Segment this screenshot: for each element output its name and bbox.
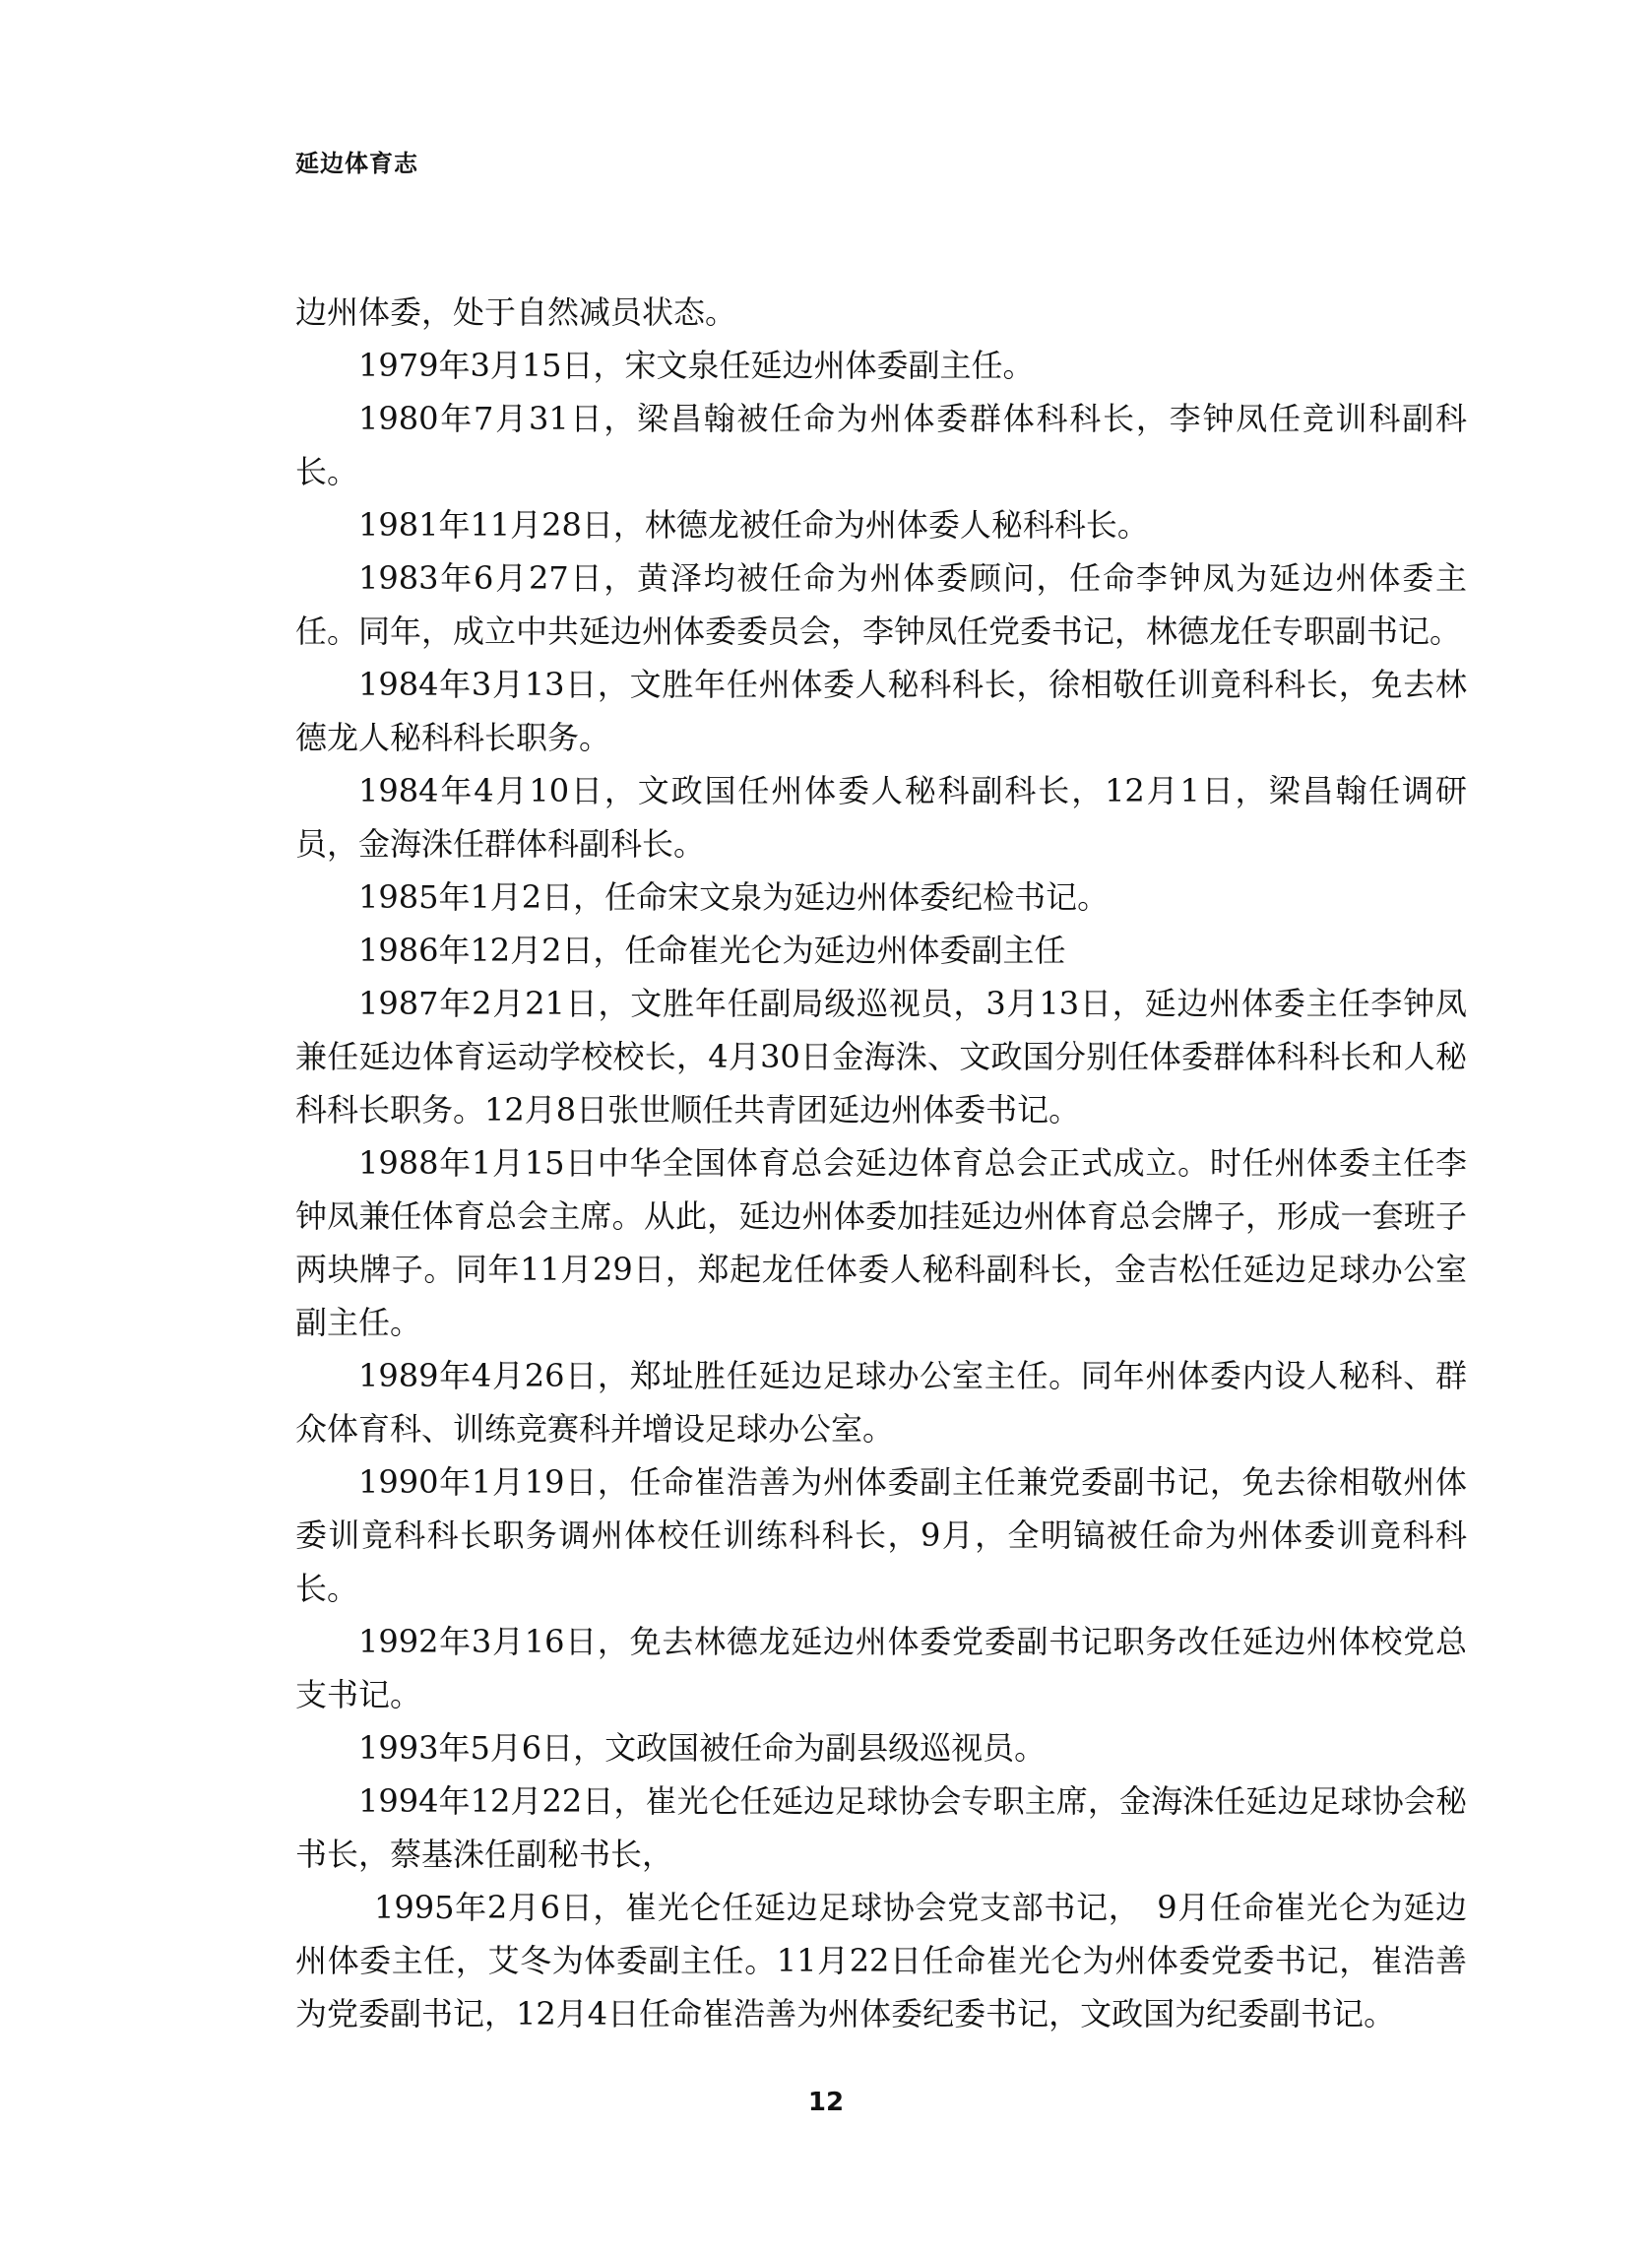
paragraph: 1984年4月10日，文政国任州体委人秘科副科长，12月1日，梁昌翰任调研员，金海洙任群体科副科长。 bbox=[295, 772, 1467, 863]
paragraph: 边州体委，处于自然减员状态。 bbox=[295, 293, 737, 331]
paragraph: 1990年1月19日，任命崔浩善为州体委副主任兼党委副书记，免去徐相敬州体委训竟科科长职务调州体校任训练科科长，9月，全明镐被任命为州体委训竟科科长。 bbox=[295, 1463, 1467, 1607]
paragraph: 1986年12月2日，任命崔光仑为延边州体委副主任 bbox=[358, 932, 1066, 969]
paragraph: 1994年12月22日，崔光仑任延边足球协会专职主席，金海洙任延边足球协会秘书长，蔡基洙任副秘书长， bbox=[295, 1782, 1467, 1873]
paragraph: 1985年1月2日，任命宋文泉为延边州体委纪检书记。 bbox=[358, 878, 1110, 916]
running-header: 延边体育志 bbox=[295, 150, 418, 177]
paragraph: 1989年4月26日，郑址胜任延边足球办公室主任。同年州体委内设人秘科、群众体育科、训练竞赛科并增设足球办公室。 bbox=[295, 1357, 1467, 1448]
paragraph: 1980年7月31日，梁昌翰被任命为州体委群体科科长，李钟凤任竞训科副科长。 bbox=[295, 400, 1467, 490]
body-text bbox=[295, 286, 1467, 2040]
paragraph: 1995年2月6日，崔光仑任延边足球协会党支部书记， 9月任命崔光仑为延边州体委主任，艾冬为体委副主任。11月22日任命崔光仑为州体委党委书记，崔浩善为党委副书记，12月4日任命崔浩善为州体委纪委书记，文政国为纪委副书记。 bbox=[295, 1889, 1467, 2032]
paragraph: 1981年11月28日，林德龙被任命为州体委人秘科科长。 bbox=[358, 506, 1149, 544]
page-number: 12 bbox=[807, 2088, 845, 2117]
paragraph: 1992年3月16日，免去林德龙延边州体委党委副书记职务改任延边州体校党总支书记。 bbox=[295, 1623, 1467, 1713]
paragraph: 1979年3月15日，宋文泉任延边州体委副主任。 bbox=[358, 347, 1035, 384]
paragraph: 1984年3月13日，文胜年任州体委人秘科科长，徐相敬任训竟科科长，免去林德龙人秘科科长职务。 bbox=[295, 666, 1467, 756]
paragraph: 1983年6月27日，黄泽均被任命为州体委顾问，任命李钟凤为延边州体委主任。同年，成立中共延边州体委委员会，李钟凤任党委书记，林德龙任专职副书记。 bbox=[295, 559, 1467, 650]
paragraph: 1993年5月6日，文政国被任命为副县级巡视员。 bbox=[358, 1729, 1047, 1767]
paragraph: 1987年2月21日，文胜年任副局级巡视员，3月13日，延边州体委主任李钟凤兼任延边体育运动学校校长，4月30日金海洙、文政国分别任体委群体科科长和人秘科科长职务。12月8日张世顺任共青团延边州体委书记。 bbox=[295, 985, 1467, 1128]
paragraph: 1988年1月15日中华全国体育总会延边体育总会正式成立。时任州体委主任李钟凤兼任体育总会主席。从此，延边州体委加挂延边州体育总会牌子，形成一套班子两块牌子。同年11月29日，郑起龙任体委人秘科副科长，金吉松任延边足球办公室副主任。 bbox=[295, 1144, 1467, 1341]
